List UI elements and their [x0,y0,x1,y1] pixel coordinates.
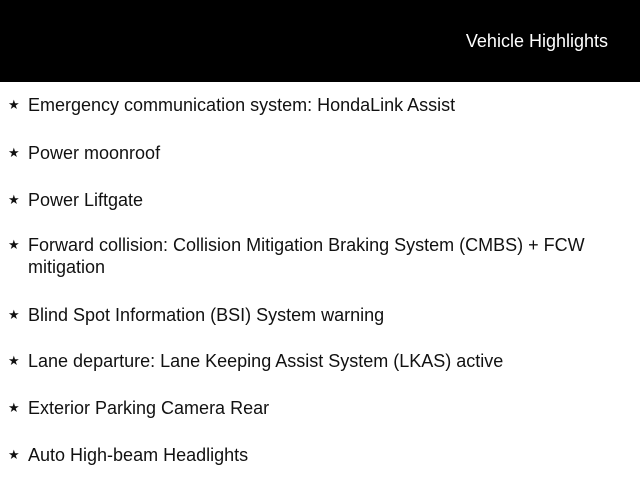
star-icon: ★ [8,307,20,322]
star-icon: ★ [8,353,20,368]
header-bar [0,0,640,82]
page-title: Vehicle Highlights [465,31,608,51]
star-icon: ★ [8,192,20,207]
highlight-label: Forward collision: Collision Mitigation Braking System (CMBS) + FCW mitigation [28,235,585,277]
star-icon: ★ [8,237,20,252]
star-icon: ★ [8,97,20,112]
highlight-label: Exterior Parking Camera Rear [28,398,270,418]
highlight-label: Power moonroof [28,143,161,163]
star-icon: ★ [8,400,20,415]
highlight-label: Auto High-beam Headlights [28,445,249,465]
highlight-label: Blind Spot Information (BSI) System warning [28,305,385,325]
star-icon: ★ [8,447,20,462]
highlight-label: Emergency communication system: HondaLink Assist [28,95,456,115]
highlight-label: Power Liftgate [28,190,144,210]
highlight-label: Lane departure: Lane Keeping Assist System (LKAS) active [28,351,504,371]
star-icon: ★ [8,145,20,160]
